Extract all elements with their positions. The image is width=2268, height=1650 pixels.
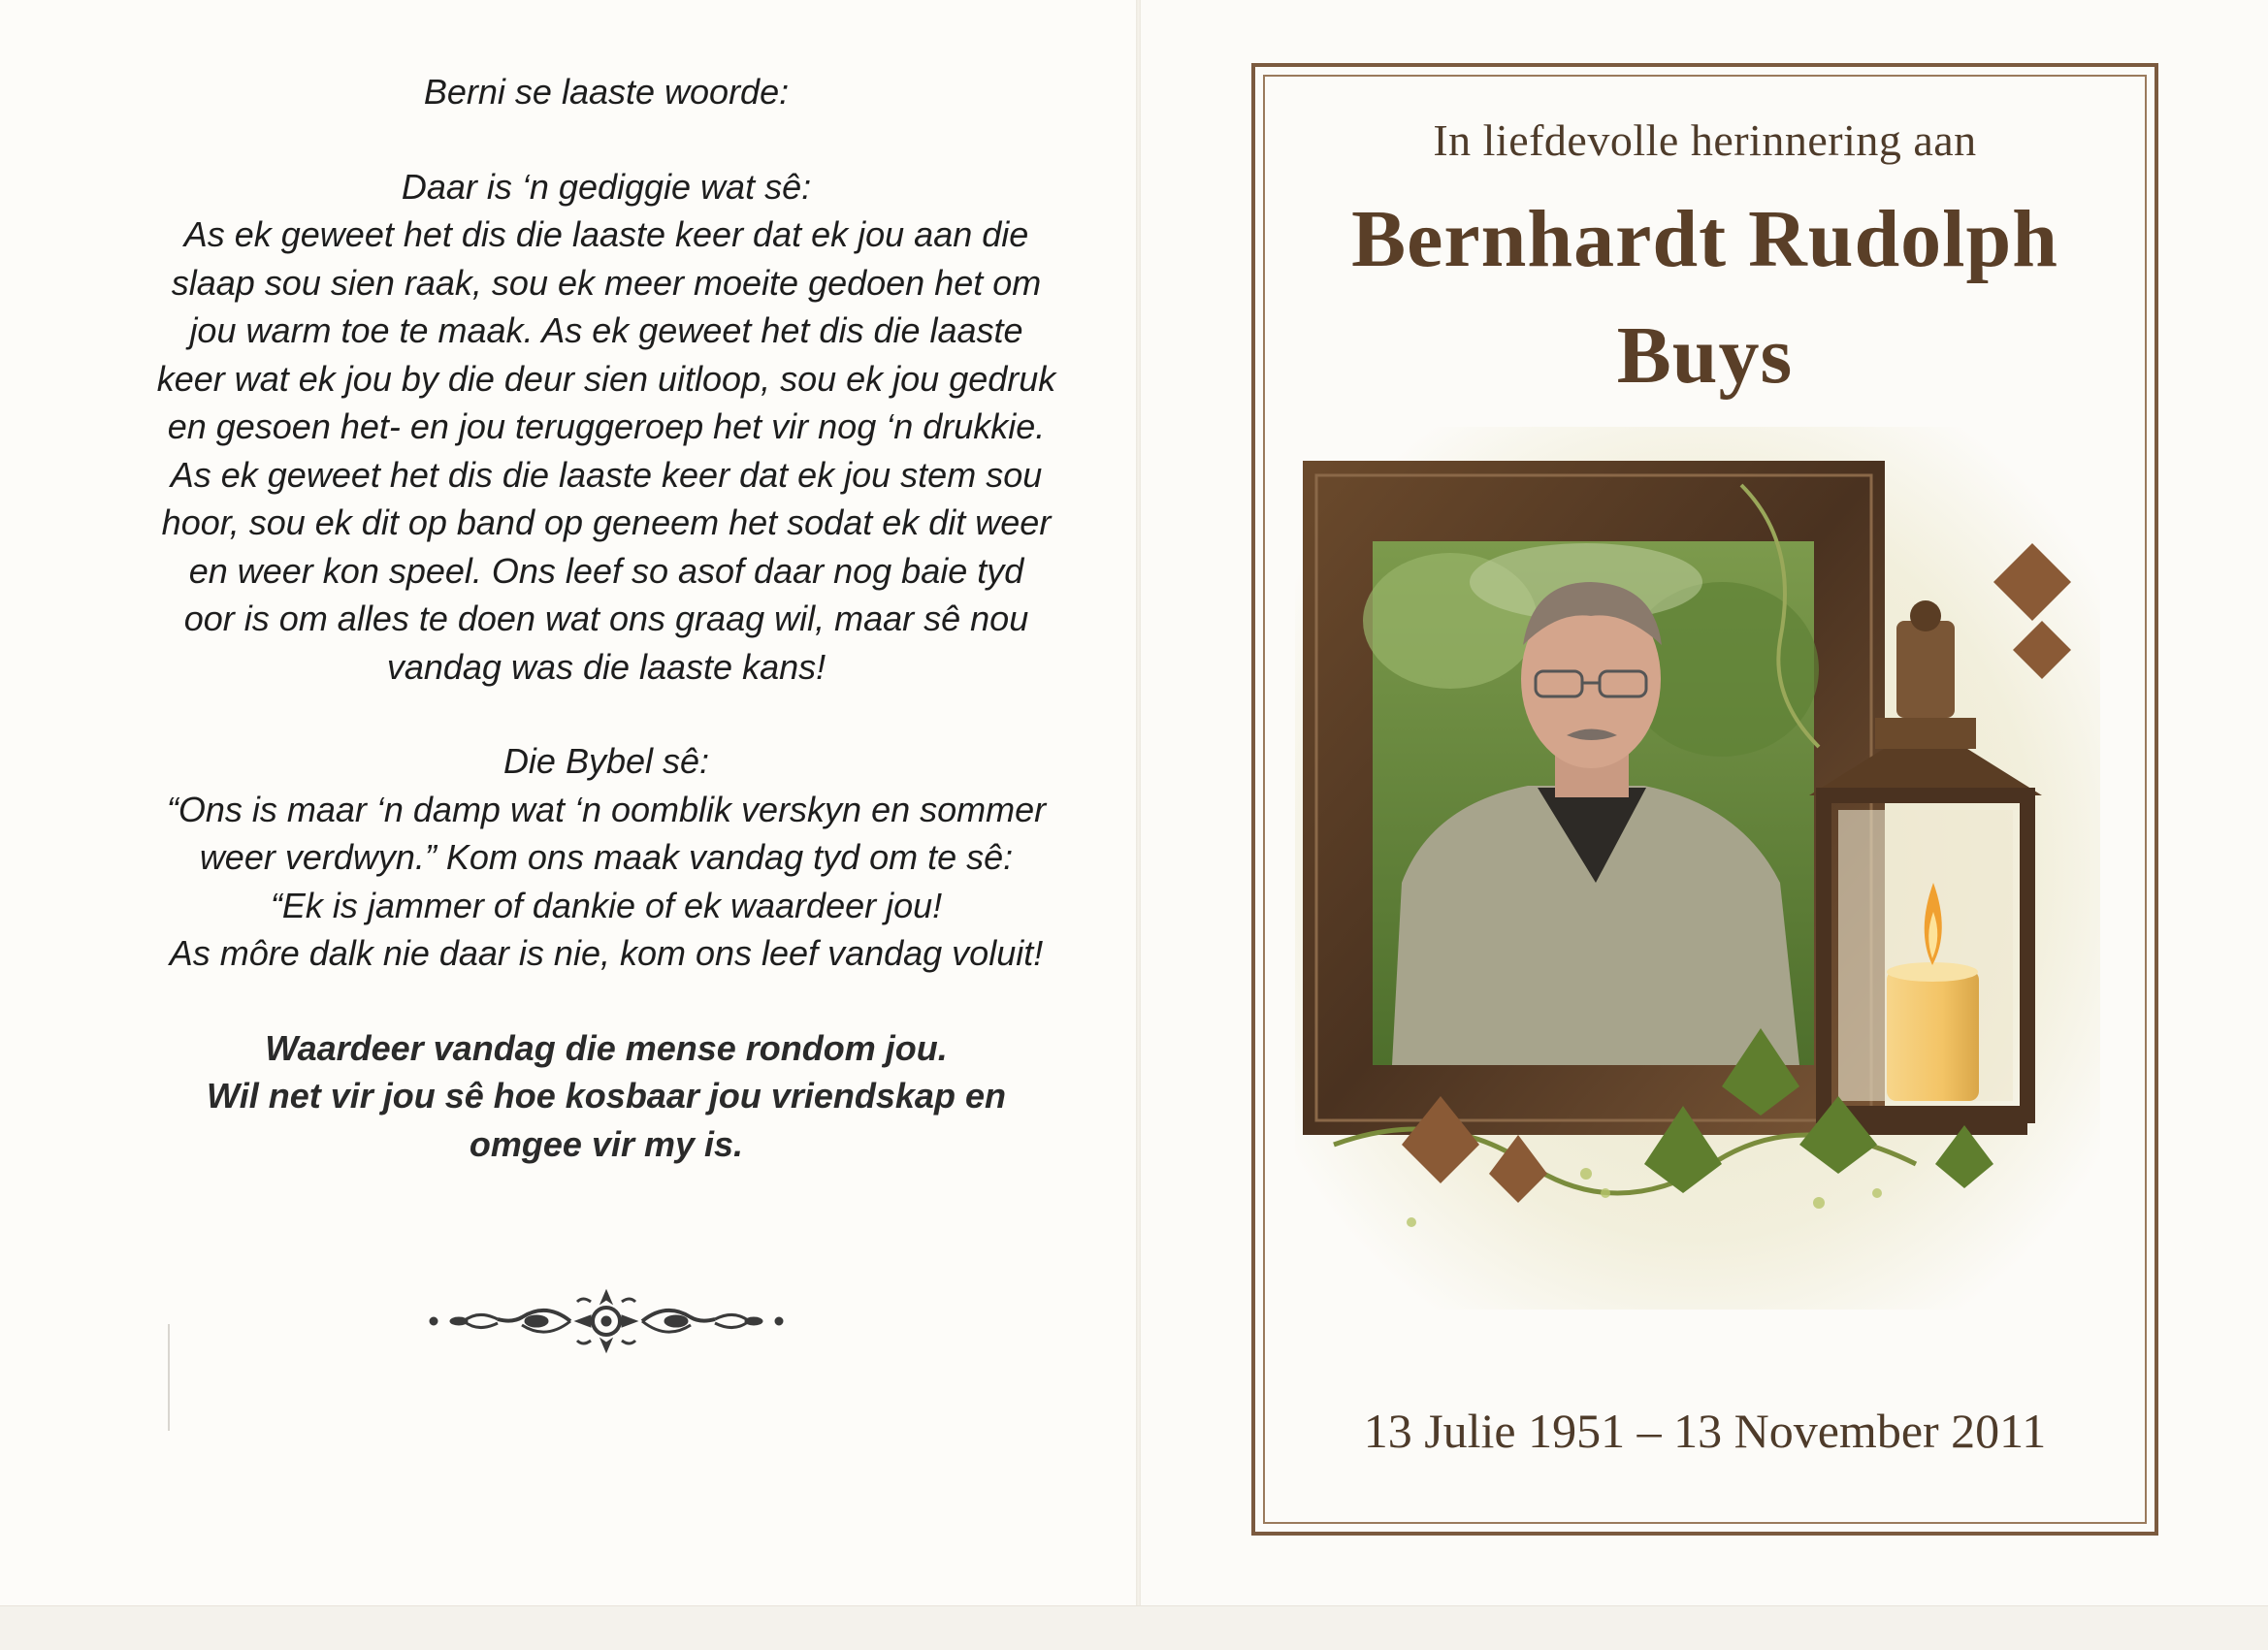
poem-line: hoor, sou ek dit op band op geneem het sodat ek dit weer [161, 502, 1052, 542]
candle-icon [1887, 970, 1979, 1101]
deceased-name-surname: Buys [1616, 310, 1794, 401]
poem-heading: Berni se laaste woorde: [423, 72, 790, 112]
flourish-ornament-icon [420, 1282, 794, 1360]
poem-line: As ek geweet het dis die laaste keer dat ek jou aan die [183, 214, 1029, 254]
poem-line: slaap sou sien raak, sou ek meer moeite gedoen het om [171, 262, 1042, 303]
poem-line: keer wat ek jou by die deur sien uitloop, sou ek jou gedruk [156, 358, 1056, 399]
poem-block [107, 68, 1106, 1168]
bible-line: “Ek is jammer of dankie of ek waardeer jou! [270, 885, 943, 925]
scan-edge [0, 1605, 2268, 1650]
closing-line: omgee vir my is. [469, 1123, 744, 1164]
poem-line: en gesoen het- en jou teruggeroep het vir nog ‘n drukkie. [167, 406, 1046, 446]
poem-line: jou warm toe te maak. As ek geweet het dis die laaste [189, 310, 1023, 350]
poem-line: oor is om alles te doen wat ons graag wil, maar sê nou [183, 599, 1029, 638]
deceased-name-first: Bernhardt Rudolph [1351, 194, 2058, 284]
bible-line: “Ons is maar ‘n damp wat ‘n oomblik verskyn en sommer [166, 789, 1047, 829]
card-fold [1136, 0, 1141, 1649]
margin-mark [168, 1324, 170, 1431]
bible-heading: Die Bybel sê: [502, 741, 710, 781]
poem-line: vandag was die laaste kans! [386, 646, 826, 687]
bible-line: weer verdwyn.” Kom ons maak vandag tyd om te sê: [199, 837, 1014, 877]
poem-line: en weer kon speel. Ons leef so asof daar nog baie tyd [188, 550, 1024, 591]
life-dates: 13 Julie 1951 – 13 November 2011 [1363, 1404, 2047, 1458]
poem-intro-line: Daar is ‘n gediggie wat sê: [401, 166, 812, 207]
closing-line: Waardeer vandag die mense rondom jou. [265, 1027, 948, 1068]
bible-line: As môre dalk nie daar is nie, kom ons leef vandag voluit! [169, 933, 1044, 973]
poem-line: As ek geweet het dis die laaste keer dat ek jou stem sou [170, 454, 1043, 495]
portrait-artwork [1295, 427, 2100, 1310]
closing-line: Wil net vir jou sê hoe kosbaar jou vriendskap en [207, 1076, 1006, 1116]
memorial-intro: In liefdevolle herinnering aan [1433, 115, 1977, 165]
